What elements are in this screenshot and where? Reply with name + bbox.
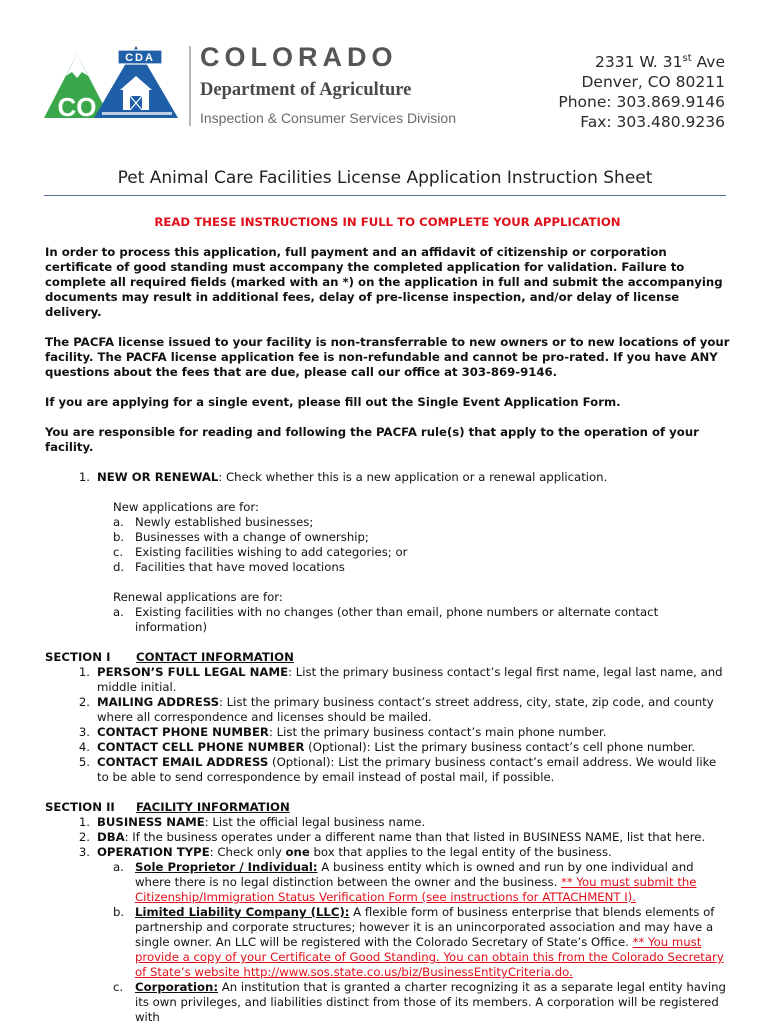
new-or-renewal-label: NEW OR RENEWAL bbox=[97, 470, 219, 484]
new-or-renewal-item: 1. NEW OR RENEWAL: Check whether this is a new application or a renewal application. bbox=[78, 470, 608, 484]
section-1-list bbox=[45, 665, 730, 785]
license-paragraph: The PACFA license issued to your facility is non-transferrable to new owners or to new locations of your facility. The PACFA license application fee is non-refundable and cannot be pro-rated. If you have ANY questions about the fees that are due, please call our office at 303-869-9146. bbox=[45, 335, 730, 379]
header-divider bbox=[189, 46, 191, 126]
list-item: a. Newly established businesses; bbox=[113, 515, 314, 529]
org-block bbox=[200, 40, 456, 126]
cda-logo bbox=[44, 46, 186, 126]
operation-type-item: 3. OPERATION TYPE: Check only one box that applies to the legal entity of the business. bbox=[78, 845, 612, 859]
section-2-list bbox=[45, 815, 730, 860]
intro-paragraph: In order to process this application, full payment and an affidavit of citizenship or corporation certificate of good standing must accompany the completed application for validation. Failure to complete all required fields (marked with an *) on the application in full and submit the accompanying documents may result in additional fees, delay of pre-license inspection, and/or delay of license delivery. bbox=[45, 245, 723, 319]
list-item: b. Businesses with a change of ownership; bbox=[113, 530, 369, 544]
title-rule bbox=[44, 195, 726, 196]
list-item: 1. BUSINESS NAME: List the official legal business name. bbox=[78, 815, 426, 829]
colorado-logo-icon bbox=[44, 46, 186, 126]
list-item: 2. MAILING ADDRESS: List the primary business contact’s street address, city, state, zip code, and county where all correspondence and licenses should be mailed. bbox=[78, 695, 714, 724]
list-item: d. Facilities that have moved locations bbox=[113, 560, 345, 574]
llc-item: b. Limited Liability Company (LLC): A flexible form of business enterprise that blends elements of partnership and corporate structures; however it is an unincorporated association and may have a single owner. An LLC will be registered with the Colorado Secretary of State’s Office. ** You must provide a copy of your Certificate of Good Standing. You can obtain this from the Colorado Secretary of State’s website http://www.sos.state.co.us/biz/BusinessEntityCriteria.do. bbox=[113, 905, 724, 979]
list-item: a. Existing facilities with no changes (other than email, phone numbers or alternate contact information) bbox=[113, 605, 659, 634]
svg-text:CO: CO bbox=[57, 92, 97, 122]
certificate-note-link: ** You must provide a copy of your Certificate of Good Standing. You can obtain this from the Colorado Secretary of State’s website http://www.sos.state.co.us/biz/BusinessEntityCriteria.do. bbox=[135, 935, 724, 979]
corporation-item: c. Corporation: An institution that is granted a charter recognizing it as a separate legal entity having its own privileges, and liabilities distinct from those of its members. A corporation will be registered with bbox=[113, 980, 726, 1024]
office-phone: Phone: 303.869.9146 bbox=[558, 93, 725, 111]
rules-paragraph: You are responsible for reading and following the PACFA rule(s) that apply to the operation of your facility. bbox=[45, 425, 699, 454]
list-item: 1. PERSON’S FULL LEGAL NAME: List the primary business contact’s legal first name, legal last name, and middle initial. bbox=[78, 665, 723, 694]
address-city: Denver, CO 80211 bbox=[581, 73, 725, 91]
document-title: Pet Animal Care Facilities License Application Instruction Sheet bbox=[117, 168, 653, 188]
attachment-note: ** You must submit the Citizenship/Immigration Status Verification Form (see instructions for ATTACHMENT I). bbox=[135, 875, 697, 904]
sole-proprietor-item: a. Sole Proprietor / Individual: A business entity which is owned and run by one individual and where there is no legal distinction between the owner and the business. ** You must submit the Citizenship/Immigration Status Verification Form (see instructions for ATTACHMENT I). bbox=[113, 860, 697, 904]
list-item: 2. DBA: If the business operates under a different name than that listed in BUSINESS NAME, list that here. bbox=[78, 830, 706, 844]
state-name: COLORADO bbox=[200, 42, 398, 72]
list-item: c. Existing facilities wishing to add categories; or bbox=[113, 545, 408, 559]
list-item: 3. CONTACT PHONE NUMBER: List the primary business contact’s main phone number. bbox=[78, 725, 607, 739]
section-1-heading: SECTION I CONTACT INFORMATION bbox=[45, 650, 294, 664]
office-address bbox=[558, 52, 725, 132]
svg-text:CDA: CDA bbox=[125, 52, 155, 64]
office-fax: Fax: 303.480.9236 bbox=[580, 113, 725, 131]
document-body bbox=[45, 215, 730, 1025]
list-item: 5. CONTACT EMAIL ADDRESS (Optional): List the primary business contact’s email address. We would like to be able to send correspondence by email instead of postal mail, if possible. bbox=[78, 755, 717, 784]
section-2-heading: SECTION II FACILITY INFORMATION bbox=[45, 800, 290, 814]
renewal-applications-list: Renewal applications are for: a. Existing facilities with no changes (other than email, phone numbers or alternate contact information) bbox=[113, 590, 730, 635]
division-name: Inspection & Consumer Services Division bbox=[200, 110, 456, 126]
instructions-heading: READ THESE INSTRUCTIONS IN FULL TO COMPLETE YOUR APPLICATION bbox=[154, 215, 621, 229]
new-applications-list: New applications are for: a. Newly established businesses; b. Businesses with a change of ownership; c. Existing facilities wishing to add categories; or d. Facilities that have moved locations bbox=[113, 500, 730, 575]
single-event-paragraph: If you are applying for a single event, please fill out the Single Event Application Form. bbox=[45, 395, 621, 409]
list-item: 4. CONTACT CELL PHONE NUMBER (Optional): List the primary business contact’s cell phone number. bbox=[78, 740, 696, 754]
operation-type-list bbox=[113, 860, 730, 1025]
department-name: Department of Agriculture bbox=[200, 80, 412, 100]
address-street: 2331 W. 31st Ave bbox=[595, 52, 725, 71]
